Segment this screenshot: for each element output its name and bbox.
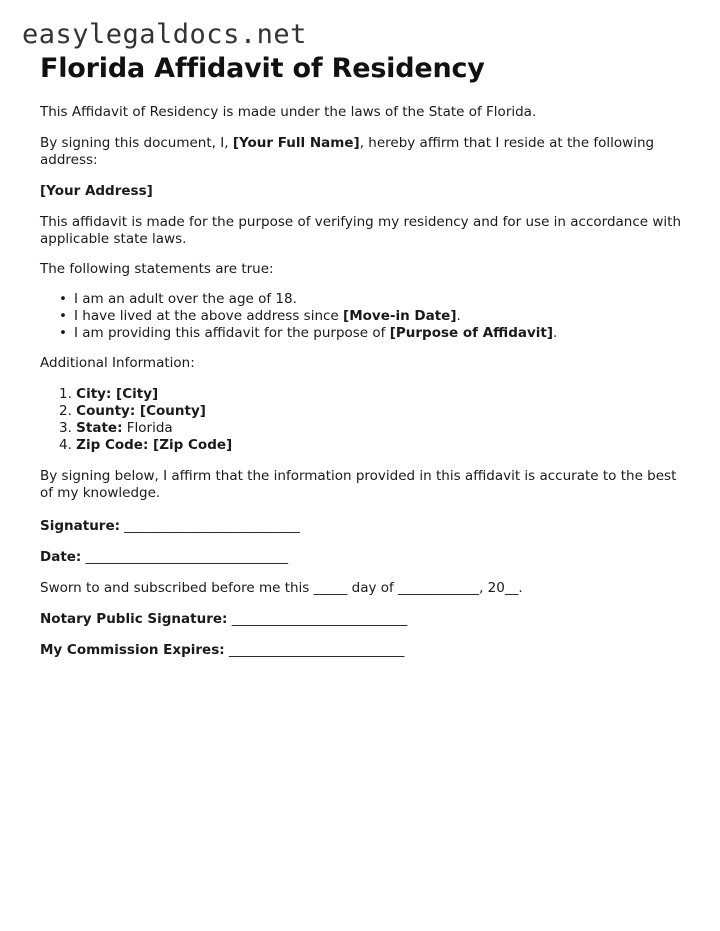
list-item: • I am an adult over the age of 18. [59, 291, 690, 308]
purpose-paragraph: This affidavit is made for the purpose of verifying my residency and for use in accordance with applicable state laws. [40, 214, 682, 247]
address-placeholder: [Your Address] [40, 183, 153, 199]
additional-info-list [40, 386, 690, 454]
affirm-paragraph [40, 135, 690, 169]
notary-blank: __________________________ [227, 611, 408, 627]
commission-blank: __________________________ [224, 642, 405, 658]
date-line [40, 549, 690, 566]
additional-info-label: Additional Information: [40, 355, 195, 371]
list-item: • I am providing this affidavit for the purpose of [Purpose of Affidavit]. [59, 325, 690, 342]
list-item: 2. County: [County] [59, 403, 206, 419]
date-label: Date: [40, 549, 82, 565]
move-in-date-placeholder: [Move-in Date] [343, 308, 457, 324]
site-watermark: easylegaldocs.net [22, 19, 307, 50]
statements-intro: The following statements are true: [40, 261, 274, 277]
date-blank: ______________________________ [81, 549, 289, 565]
document-page [40, 52, 690, 659]
list-item: 4. Zip Code: [Zip Code] [59, 437, 233, 453]
notary-signature-line [40, 611, 690, 628]
commission-label: My Commission Expires: [40, 642, 225, 658]
intro-paragraph: This Affidavit of Residency is made under the laws of the State of Florida. [40, 104, 537, 120]
affirm-prefix: By signing this document, I, [40, 135, 233, 151]
affirm-suffix: , hereby affirm that I reside at the following address: [40, 135, 655, 168]
document-title: Florida Affidavit of Residency [40, 53, 485, 84]
sworn-statement: Sworn to and subscribed before me this _____ day of ____________, 20__. [40, 580, 523, 596]
closing-paragraph: By signing below, I affirm that the information provided in this affidavit is accurate to the best of my knowledge. [40, 468, 677, 501]
commission-expires-line [40, 642, 690, 659]
full-name-placeholder: [Your Full Name] [232, 135, 360, 151]
notary-label: Notary Public Signature: [40, 611, 228, 627]
list-item: 1. City: [City] [59, 386, 159, 402]
list-item: • I have lived at the above address since [Move-in Date]. [59, 308, 690, 325]
purpose-placeholder: [Purpose of Affidavit] [389, 325, 554, 341]
signature-line [40, 518, 690, 535]
signature-label: Signature: [40, 518, 121, 534]
signature-blank: __________________________ [120, 518, 300, 534]
list-item: 3. State: Florida [59, 420, 173, 436]
statements-list [40, 291, 690, 342]
